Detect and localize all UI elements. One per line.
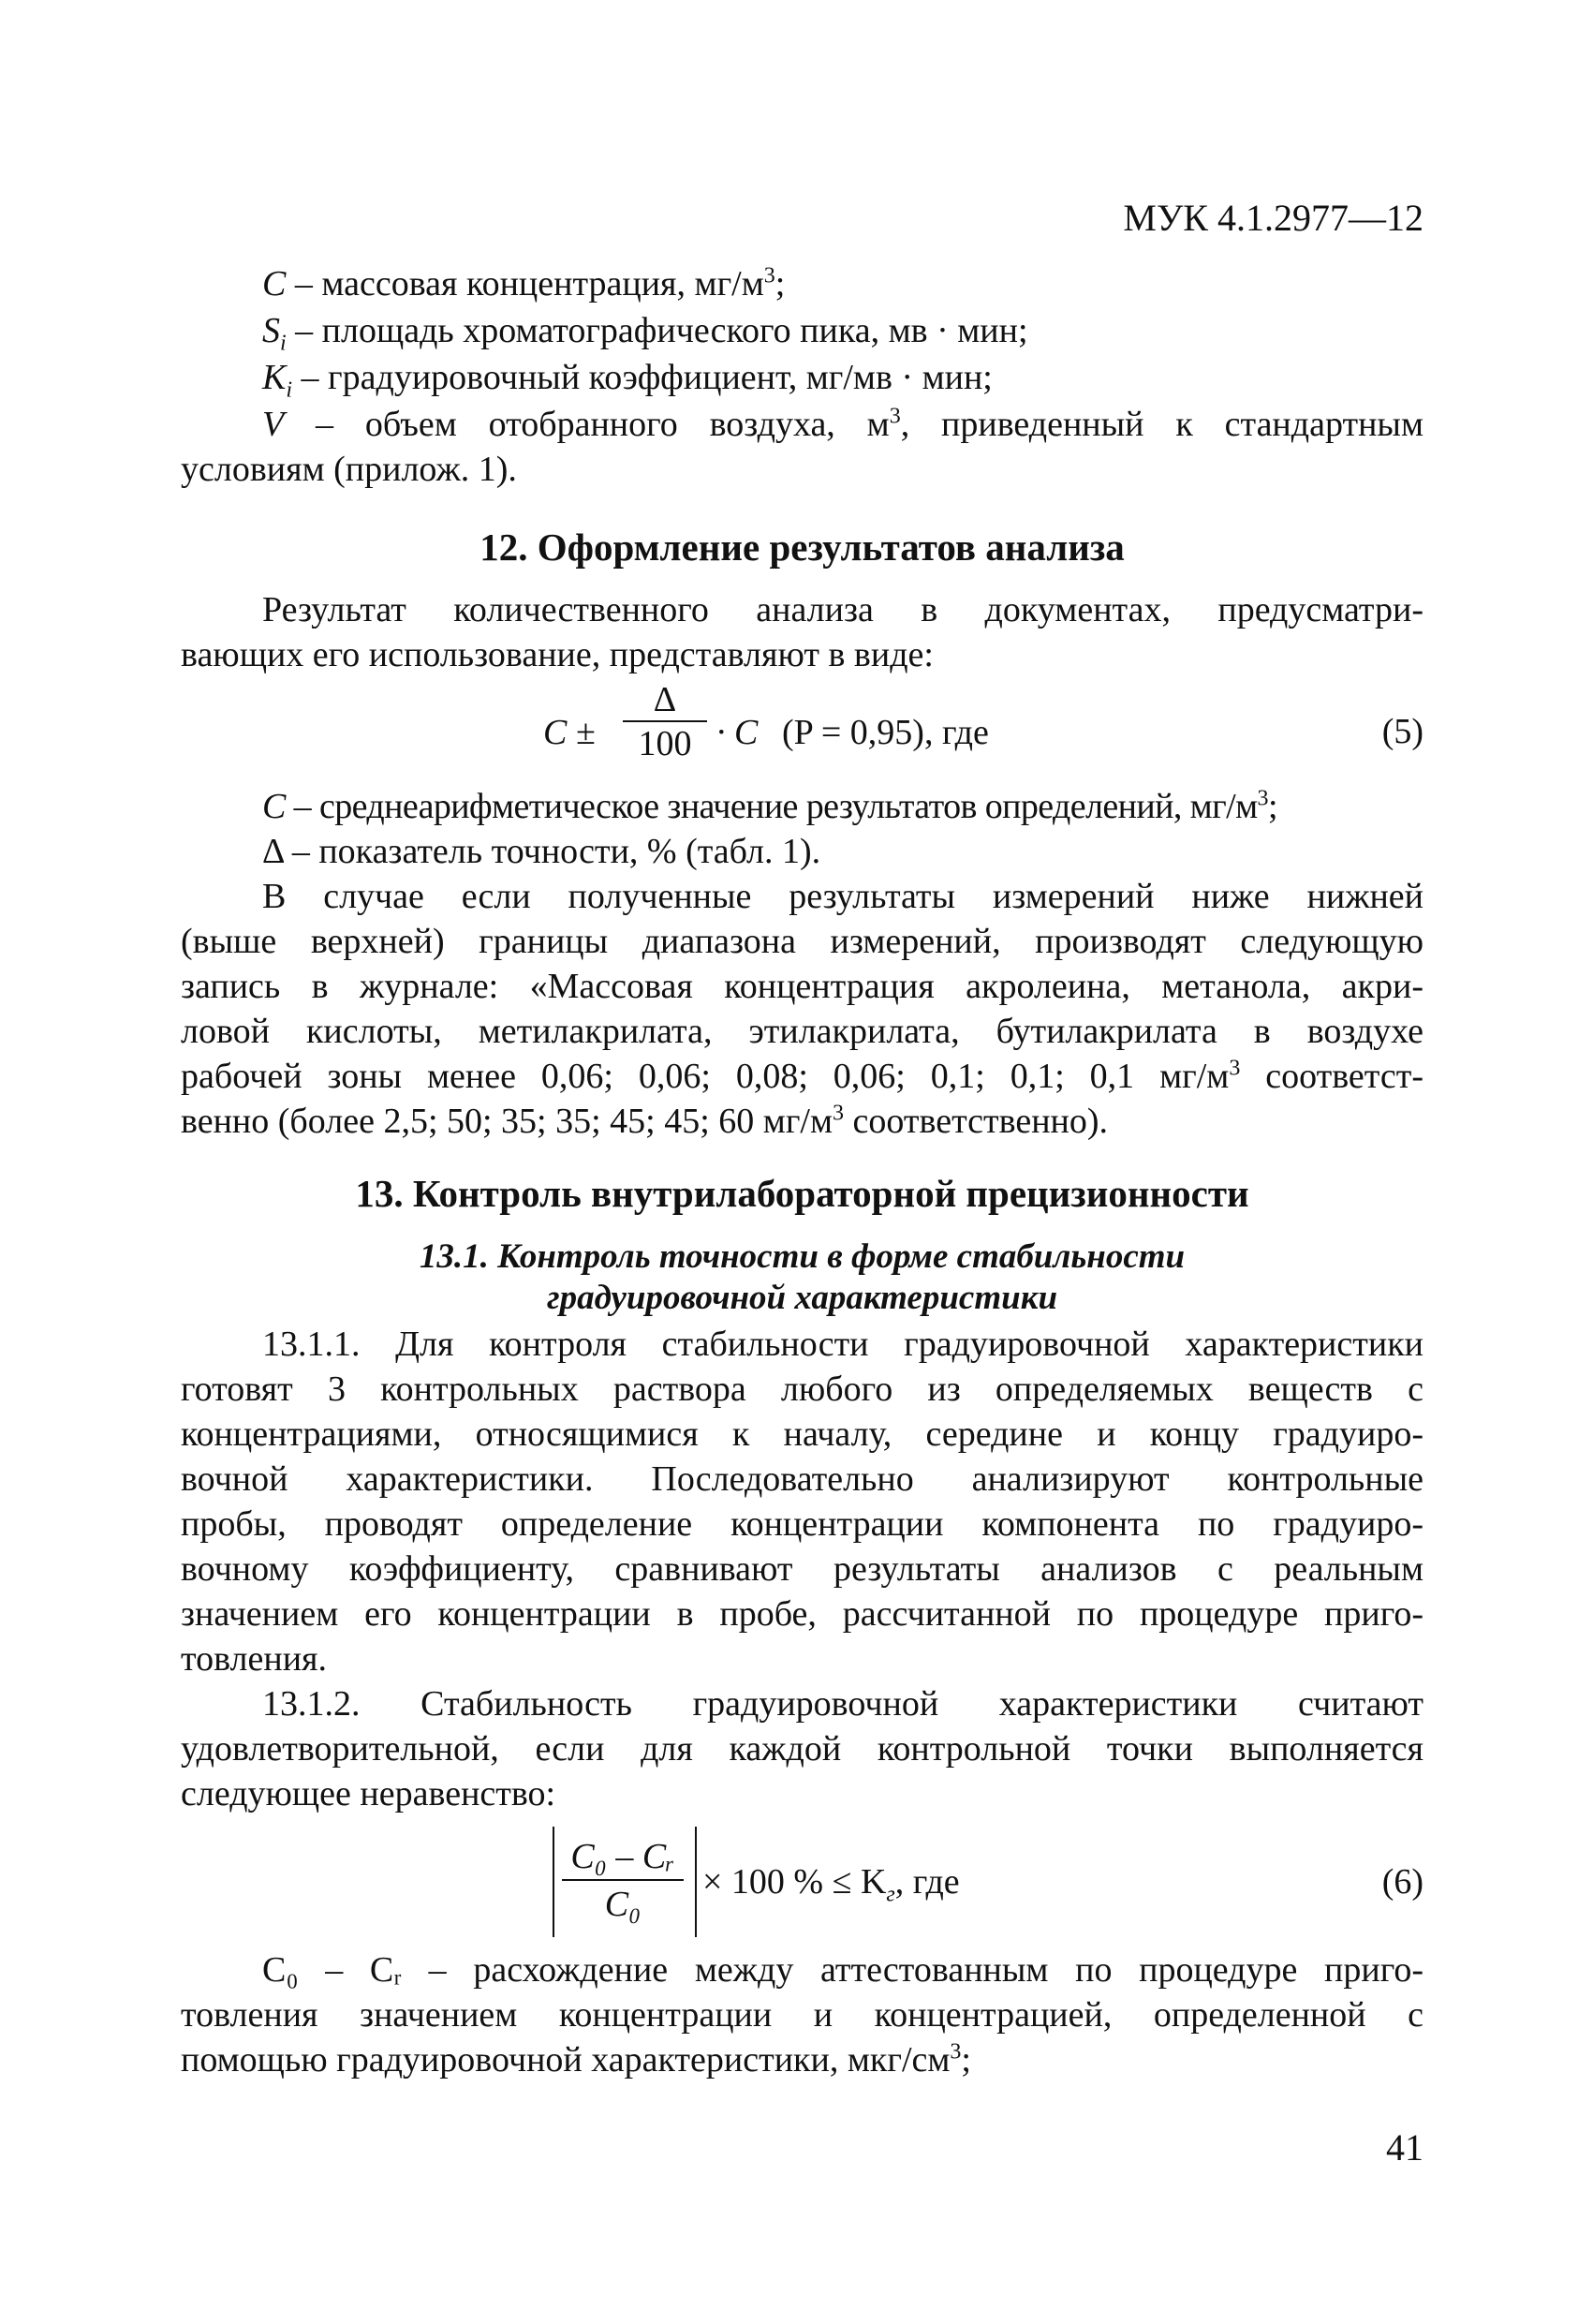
- subscript: i: [286, 377, 293, 403]
- formula-6-number: (6): [1381, 1862, 1423, 1902]
- page-number: 41: [1386, 2126, 1423, 2169]
- subscript: г: [886, 1882, 895, 1907]
- def-diff-line-2: товления значением концентрации и концентрацией, определенной с: [181, 1995, 1423, 2035]
- subsection-13-1-line1: 13.1. Контроль точности в форме стабильности: [419, 1237, 1186, 1276]
- definition-c: [262, 262, 1423, 305]
- para-line-6-tail: соответственно).: [844, 1102, 1109, 1141]
- p1311-line-1: 13.1.1. Для контроля стабильности градуировочной характеристики: [262, 1325, 1423, 1364]
- formula-6: [553, 1827, 1133, 1939]
- formula-5-condition: (P = 0,95), где: [782, 713, 989, 752]
- formula-5-fraction: [623, 679, 707, 765]
- symbol-s: S: [262, 311, 280, 350]
- document-code: МУК 4.1.2977—12: [1123, 197, 1423, 239]
- formula-6-denominator: C₀: [604, 1885, 642, 1924]
- p1312-line-1: 13.1.2. Стабильность градуировочной характеристики считают: [262, 1684, 1423, 1724]
- p1311-line-2: готовят 3 контрольных раствора любого из определяемых веществ с: [181, 1369, 1423, 1409]
- formula-6-numerator: C₀ – Cᵣ: [562, 1834, 684, 1881]
- formula-6-rhs: [702, 1860, 960, 1907]
- formula-5: [543, 679, 1105, 782]
- symbol-c: C: [262, 264, 287, 303]
- formula-6-rhs-text: × 100 % ≤ K: [702, 1862, 887, 1902]
- para-line-5-tail: соответст-: [1240, 1057, 1423, 1096]
- definition-text: – массовая концентрация, мг/м: [286, 264, 764, 303]
- def-diff-line-3-text: помощью градуировочной характеристики, мкг/см: [181, 2040, 951, 2080]
- p1311-line-3: концентрациями, относящимися к началу, середине и концу градуиро-: [181, 1414, 1423, 1454]
- def-diff-line-3-tail: ;: [961, 2040, 971, 2080]
- para-line-4: ловой кислоты, метилакрилата, этилакрилата, бутилакрилата в воздухе: [181, 1012, 1423, 1051]
- formula-5-denominator: 100: [638, 724, 692, 763]
- p1311-line-4: вочной характеристики. Последовательно анализируют контрольные: [181, 1459, 1423, 1499]
- definition-text: – градуировочный коэффициент, мг/мв · мин;: [292, 358, 993, 397]
- p1311-line-7: значением его концентрации в пробе, рассчитанной по процедуре приго-: [181, 1594, 1423, 1634]
- def-diff-line-3: [181, 2038, 1423, 2081]
- subscript: i: [280, 331, 287, 356]
- superscript: 3: [1257, 786, 1268, 811]
- p1311-line-6: вочному коэффициенту, сравнивают результаты анализов с реальным: [181, 1549, 1423, 1589]
- formula-5-lhs: C ±: [543, 713, 596, 752]
- subsection-13-1-line2: градуировочной характеристики: [546, 1279, 1058, 1317]
- p1311-line-5: пробы, проводят определение концентрации компонента по градуиро-: [181, 1504, 1423, 1544]
- definition-v-line2: условиям (прилож. 1).: [181, 450, 517, 489]
- definition-s: [262, 309, 1423, 356]
- formula-5-number: (5): [1381, 712, 1423, 751]
- section-12-heading: 12. Оформление результатов анализа: [479, 525, 1125, 569]
- section-13-heading: 13. Контроль внутрилабораторной прецизионности: [355, 1172, 1249, 1215]
- formula-5-numerator: Δ: [623, 679, 707, 722]
- definition-v-line1: [262, 403, 1423, 446]
- definition-k: [262, 356, 1423, 403]
- definition-tail: ;: [1267, 787, 1277, 826]
- definition-delta: Δ – показатель точности, % (табл. 1).: [262, 832, 821, 871]
- superscript: 3: [950, 2039, 962, 2065]
- para-line-6-text: венно (более 2,5; 50; 35; 35; 45; 45; 60 мг/м: [181, 1102, 833, 1141]
- superscript: 3: [833, 1101, 845, 1126]
- symbol-c: C: [262, 787, 286, 826]
- para-line-5: [181, 1055, 1423, 1098]
- symbol-v: V: [262, 405, 285, 444]
- definition-text-tail: , приведенный к стандартным: [900, 405, 1423, 444]
- para-line-6: [181, 1100, 1423, 1143]
- para-line-2: (выше верхней) границы диапазона измерений, производят следующую: [181, 922, 1423, 961]
- formula-6-fraction: [562, 1834, 684, 1928]
- definition-tail: ;: [774, 264, 786, 303]
- para-line-1: В случае если полученные результаты измерений ниже нижней: [262, 877, 1423, 916]
- formula-6-tail: , где: [894, 1862, 960, 1902]
- p1312-line-2: удовлетворительной, если для каждой контрольной точки выполняется: [181, 1729, 1423, 1769]
- formula-5-c: · C: [716, 713, 759, 752]
- para-line-5-text: рабочей зоны менее 0,06; 0,06; 0,08; 0,06; 0,1; 0,1; 0,1 мг/м: [181, 1057, 1230, 1096]
- p1312-line-3: следующее неравенство:: [181, 1774, 556, 1813]
- symbol-k: K: [262, 358, 287, 397]
- superscript: 3: [889, 404, 901, 429]
- def-diff-line-1: C₀ – Cᵣ – расхождение между аттестованным по процедуре приго-: [262, 1950, 1423, 1990]
- superscript: 3: [1229, 1056, 1241, 1081]
- superscript: 3: [763, 263, 775, 289]
- definition-text: – площадь хроматографического пика, мв · мин;: [286, 311, 1028, 350]
- definition-text: – объем отобранного воздуха, м: [284, 405, 890, 444]
- definition-c-mean: [262, 785, 1423, 828]
- section-12-intro-line2: вающих его использование, представляют в виде:: [181, 635, 934, 674]
- para-line-3: запись в журнале: «Массовая концентрация акролеина, метанола, акри-: [181, 967, 1423, 1006]
- p1311-line-8: товления.: [181, 1639, 328, 1679]
- section-12-intro-line1: Результат количественного анализа в документах, предусматри-: [262, 590, 1423, 629]
- definition-text: – среднеарифметическое значение результатов определений, мг/м: [285, 787, 1258, 826]
